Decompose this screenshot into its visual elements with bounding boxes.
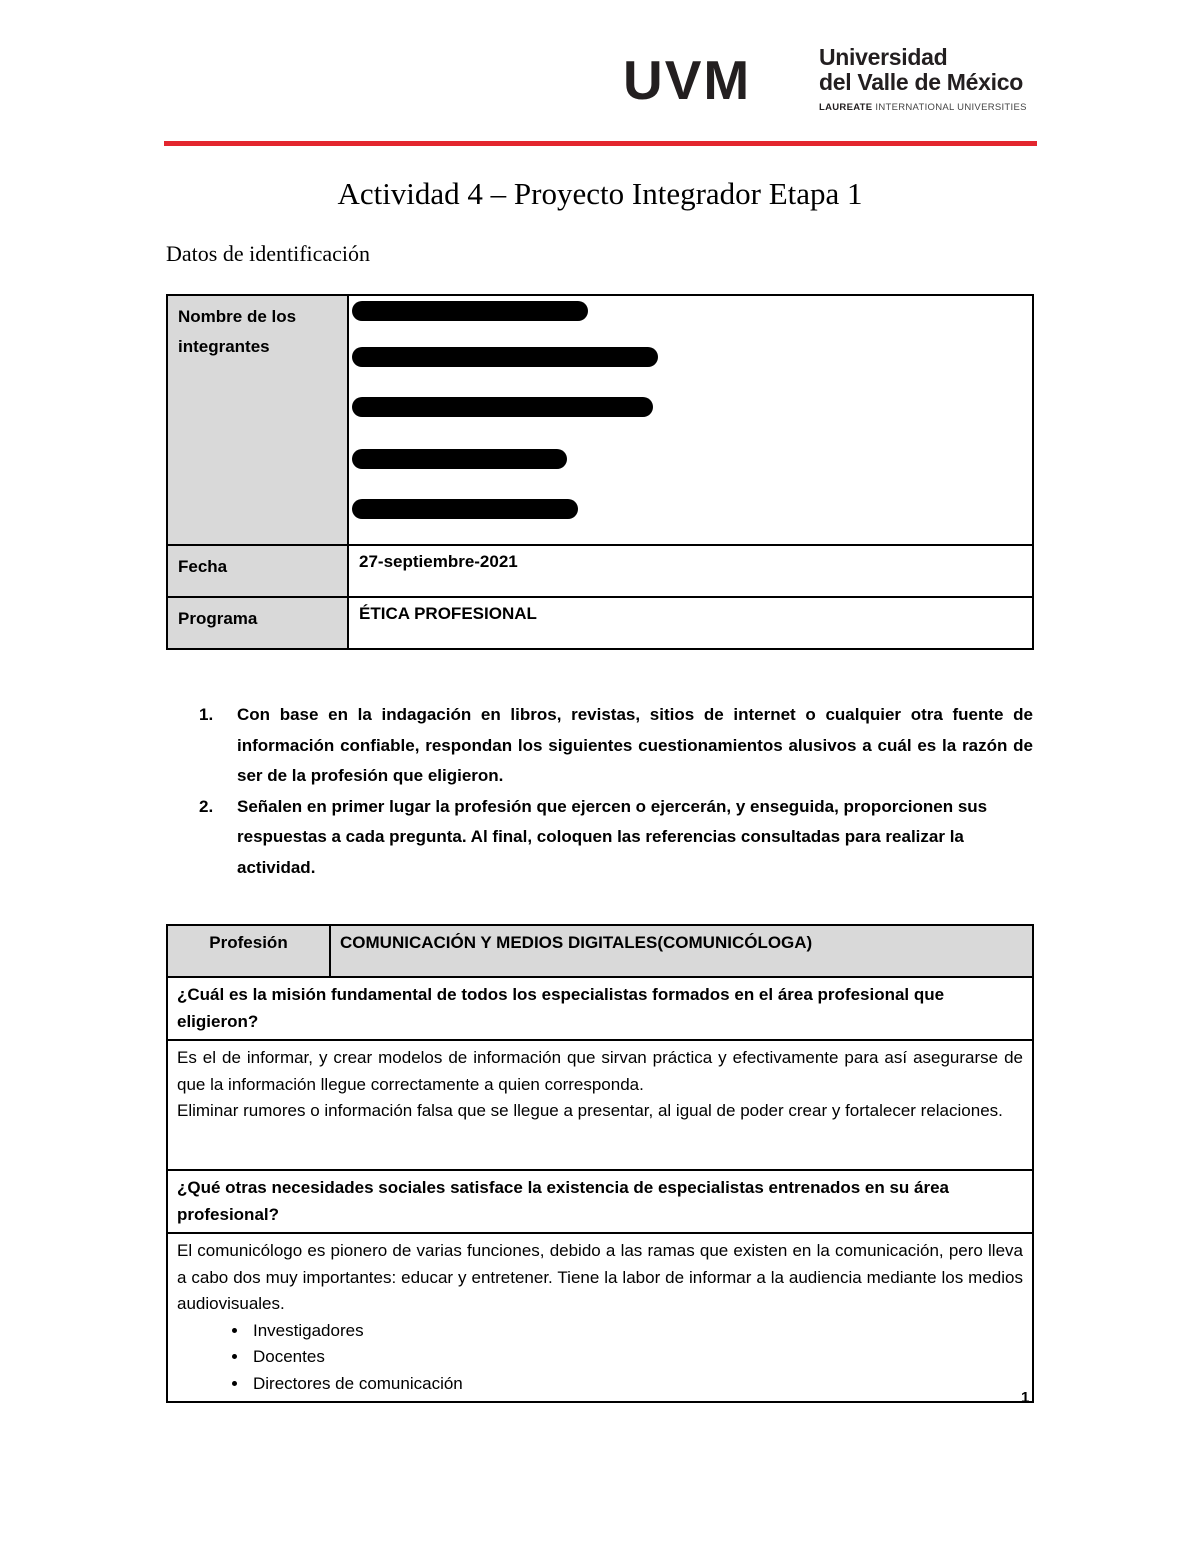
- page-number: 1: [1021, 1389, 1030, 1406]
- answer-1: [167, 1040, 1033, 1170]
- uvm-logo-text: UVM: [623, 56, 752, 106]
- profession-table: [166, 924, 1034, 1403]
- date-value: 27-septiembre-2021: [348, 545, 1033, 597]
- answer-2-paragraph: El comunicólogo es pionero de varias funciones, debido a las ramas que existen en la comunicación, pero lleva a cabo dos muy importantes: educar y entretener. Tiene la labor de informar a la audiencia mediante los medios audiovisuales.: [177, 1241, 1023, 1313]
- page-title: Actividad 4 – Proyecto Integrador Etapa 1: [337, 176, 863, 211]
- redacted-name: [352, 397, 653, 417]
- redacted-name: [352, 301, 588, 321]
- university-name: [819, 45, 1023, 95]
- instruction-item: [199, 700, 1033, 792]
- answer-2: [167, 1233, 1033, 1402]
- uvm-logo-mark: [623, 56, 788, 106]
- answer-1-paragraph: Es el de informar, y crear modelos de información que sirvan práctica y efectivamente para así asegurarse de que la información llegue correctamente a quien corresponda.: [177, 1048, 1023, 1094]
- laureate-tagline: [819, 102, 1027, 113]
- question-2: ¿Qué otras necesidades sociales satisface la existencia de especialistas entrenados en su área profesional?: [167, 1170, 1033, 1233]
- instruction-text: Señalen en primer lugar la profesión que ejercen o ejercerán, y enseguida, proporcionen sus respuestas a cada pregunta. Al final, coloquen las referencias consultadas para realizar la actividad.: [237, 796, 988, 877]
- program-label: Programa: [167, 597, 348, 649]
- redacted-name: [352, 347, 658, 367]
- section-subtitle: Datos de identificación: [166, 241, 371, 266]
- instructions-list: [199, 700, 1033, 883]
- list-item: • Investigadores: [249, 1318, 1023, 1345]
- list-item: • Directores de comunicación: [249, 1371, 1023, 1398]
- answer-1-paragraph: Eliminar rumores o información falsa que se llegue a presentar, al igual de poder crear y fortalecer relaciones.: [177, 1101, 1003, 1120]
- list-item: • Docentes: [249, 1344, 1023, 1371]
- instruction-item: [199, 792, 1033, 884]
- redacted-name: [352, 499, 578, 519]
- university-name-line2: del Valle de México: [819, 69, 1023, 95]
- profession-value: COMUNICACIÓN Y MEDIOS DIGITALES(COMUNICÓLOGA): [330, 925, 1033, 977]
- header-divider: [164, 141, 1037, 146]
- instruction-text: Con base en la indagación en libros, revistas, sitios de internet o cualquier otra fuente de información confiable, respondan los siguientes cuestionamientos alusivos a cuál es la razón de ser de la profesión que eligieron.: [237, 705, 1033, 785]
- instruction-number: 2.: [199, 796, 214, 816]
- roles-list: [177, 1318, 1023, 1398]
- program-value: ÉTICA PROFESIONAL: [348, 597, 1033, 649]
- tagline-rest: INTERNATIONAL UNIVERSITIES: [875, 102, 1027, 113]
- instruction-number: 1.: [199, 705, 214, 724]
- date-label: Fecha: [167, 545, 348, 597]
- members-label: Nombre de los integrantes: [167, 295, 348, 545]
- redacted-name: [352, 449, 567, 469]
- profession-label: Profesión: [167, 925, 330, 977]
- university-name-line1: Universidad: [819, 44, 948, 70]
- tagline-bold: LAUREATE: [819, 102, 873, 113]
- question-1: ¿Cuál es la misión fundamental de todos los especialistas formados en el área profesional que eligieron?: [167, 977, 1033, 1040]
